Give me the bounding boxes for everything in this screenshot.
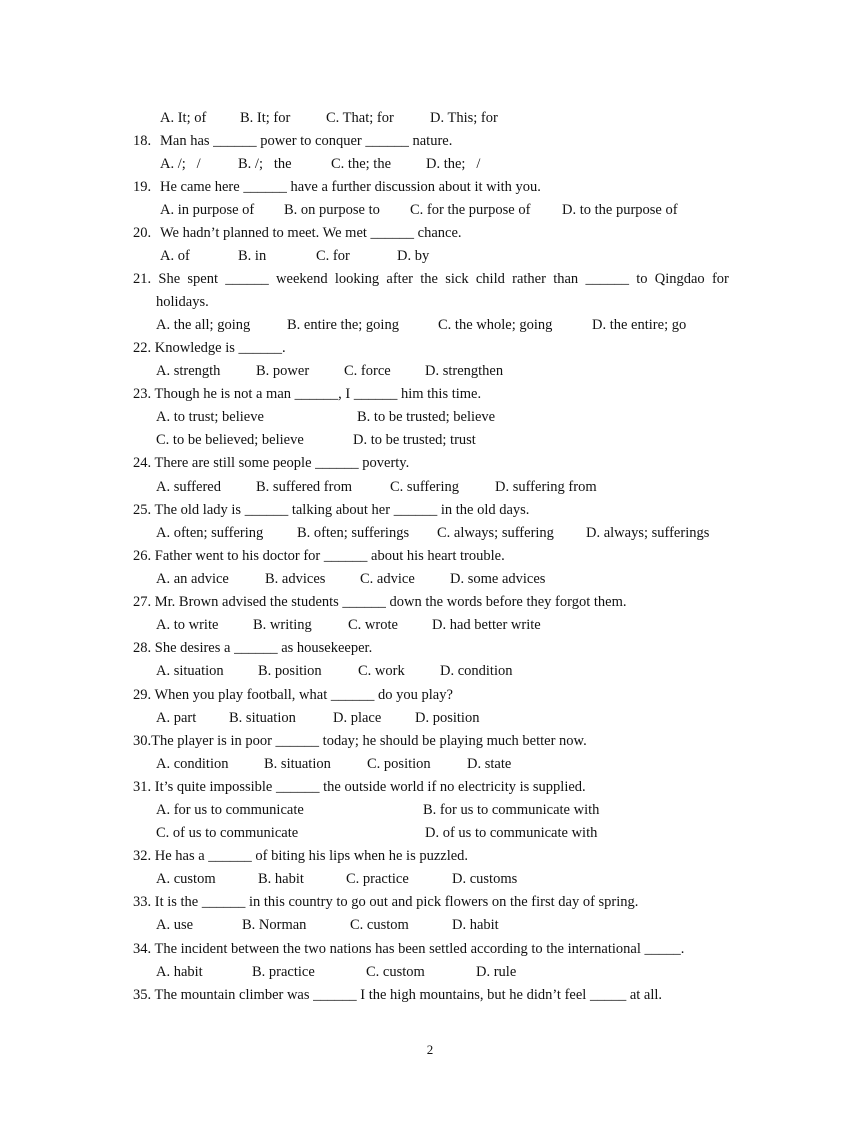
option-b: B. for us to communicate with: [423, 802, 600, 818]
option-c: C. practice: [346, 871, 409, 887]
option-c: C. suffering: [390, 479, 460, 495]
option-b: B. to be trusted; believe: [357, 409, 496, 425]
question-text: 35. The mountain climber was ______ I the high mountains, but he didn’t feel _____ at all.: [133, 987, 663, 1003]
question-23: [0, 383, 860, 406]
question-number: 20.: [133, 225, 152, 241]
option-c: C. wrote: [348, 617, 398, 633]
option-d: D. customs: [452, 871, 518, 887]
q33-options: [0, 914, 860, 937]
option-b: B. advices: [265, 571, 326, 587]
question-text: 31. It’s quite impossible ______ the outside world if no electricity is supplied.: [133, 779, 586, 795]
question-text: Man has ______ power to conquer ______ nature.: [160, 133, 453, 149]
q27-options: [0, 614, 860, 637]
question-19: [0, 176, 860, 199]
option-b: B. Norman: [242, 917, 307, 933]
option-a: A. use: [156, 917, 194, 933]
question-text: 26. Father went to his doctor for ______ about his heart trouble.: [133, 548, 505, 564]
question-text: He came here ______ have a further discussion about it with you.: [160, 179, 541, 195]
question-28: [0, 637, 860, 660]
question-text: 23. Though he is not a man ______, I ______ him this time.: [133, 386, 482, 402]
option-d: D. of us to communicate with: [425, 825, 598, 841]
q34-options: [0, 961, 860, 984]
question-text: 29. When you play football, what ______ do you play?: [133, 687, 453, 703]
q31-options-row-1: [0, 799, 860, 822]
option-d: D. condition: [440, 663, 513, 679]
q29-options: [0, 707, 860, 730]
option-a: A. of: [160, 248, 190, 264]
q21-options: [0, 314, 860, 337]
option-b: B. often; sufferings: [297, 525, 410, 541]
option-c: C. position: [367, 756, 431, 772]
question-text: 32. He has a ______ of biting his lips when he is puzzled.: [133, 848, 469, 864]
q23-options-row-2: [0, 429, 860, 452]
option-c: C. always; suffering: [437, 525, 554, 541]
option-d: D. the entire; go: [592, 317, 687, 333]
option-d: D. This; for: [430, 110, 498, 126]
q25-options: [0, 522, 860, 545]
q31-options-row-2: [0, 822, 860, 845]
option-a: A. for us to communicate: [156, 802, 304, 818]
question-29: [0, 684, 860, 707]
option-a: A. strength: [156, 363, 221, 379]
question-24: [0, 452, 860, 475]
option-a: A. to trust; believe: [156, 409, 264, 425]
question-text: 25. The old lady is ______ talking about her ______ in the old days.: [133, 502, 530, 518]
option-b: B. situation: [264, 756, 331, 772]
question-27: [0, 591, 860, 614]
option-c: C. That; for: [326, 110, 394, 126]
option-c: C. custom: [366, 964, 425, 980]
option-b: B. /; the: [238, 156, 292, 172]
option-b: B. practice: [252, 964, 315, 980]
question-text: 28. She desires a ______ as housekeeper.: [133, 640, 373, 656]
option-d: D. position: [415, 710, 480, 726]
option-d: D. always; sufferings: [586, 525, 710, 541]
question-number: 18.: [133, 133, 152, 149]
question-20: [0, 222, 860, 245]
option-d: D. state: [467, 756, 512, 772]
option-a: A. in purpose of: [160, 202, 255, 218]
option-c: C. the whole; going: [438, 317, 553, 333]
option-b: B. situation: [229, 710, 296, 726]
question-21: [0, 268, 860, 291]
page-number: 2: [426, 1042, 434, 1057]
option-a: A. /; /: [160, 156, 201, 172]
question-25: [0, 499, 860, 522]
question-35: [0, 984, 860, 1007]
question-text: holidays.: [156, 294, 209, 310]
option-d: D. some advices: [450, 571, 546, 587]
q19-options: [0, 199, 860, 222]
option-a: A. to write: [156, 617, 219, 633]
option-a: A. habit: [156, 964, 203, 980]
option-c: C. custom: [350, 917, 409, 933]
option-c: C. to be believed; believe: [156, 432, 304, 448]
question-text: 27. Mr. Brown advised the students ______ down the words before they forgot them.: [133, 594, 627, 610]
option-c: C. work: [358, 663, 405, 679]
option-b: B. on purpose to: [284, 202, 380, 218]
option-b: B. entire the; going: [287, 317, 399, 333]
question-18: [0, 130, 860, 153]
option-a: A. custom: [156, 871, 216, 887]
q22-options: [0, 360, 860, 383]
question-text: 24. There are still some people ______ poverty.: [133, 455, 410, 471]
option-c: C. of us to communicate: [156, 825, 299, 841]
question-text: We hadn’t planned to meet. We met ______ chance.: [160, 225, 462, 241]
q26-options: [0, 568, 860, 591]
option-c: C. for the purpose of: [410, 202, 531, 218]
question-number: 19.: [133, 179, 152, 195]
q28-options: [0, 660, 860, 683]
option-a: A. part: [156, 710, 197, 726]
option-d: D. by: [397, 248, 430, 264]
option-c: C. force: [344, 363, 391, 379]
option-b: B. habit: [258, 871, 304, 887]
option-d: D. to be trusted; trust: [353, 432, 476, 448]
q18-options: [0, 153, 860, 176]
question-text: 34. The incident between the two nations has been settled according to the international _____.: [133, 941, 685, 957]
option-a: A. often; suffering: [156, 525, 264, 541]
question-22: [0, 337, 860, 360]
option-a: A. condition: [156, 756, 229, 772]
option-b: B. in: [238, 248, 267, 264]
question-text: 21. She spent ______ weekend looking after the sick child rather than ______ to Qingdao for: [133, 271, 729, 287]
option-a: A. the all; going: [156, 317, 251, 333]
option-d: D. suffering from: [495, 479, 597, 495]
option-a: A. an advice: [156, 571, 229, 587]
option-b: B. suffered from: [256, 479, 352, 495]
question-text: 30.The player is in poor ______ today; he should be playing much better now.: [133, 733, 587, 749]
option-d: D. strengthen: [425, 363, 504, 379]
question-31: [0, 776, 860, 799]
option-d: D. rule: [476, 964, 517, 980]
q23-options-row-1: [0, 406, 860, 429]
question-32: [0, 845, 860, 868]
option-c: C. for: [316, 248, 350, 264]
option-b: B. position: [258, 663, 322, 679]
question-26: [0, 545, 860, 568]
option-d: D. the; /: [426, 156, 481, 172]
question-33: [0, 891, 860, 914]
question-30: [0, 730, 860, 753]
question-text: 22. Knowledge is ______.: [133, 340, 286, 356]
question-21-continued: [0, 291, 860, 314]
option-c: C. advice: [360, 571, 415, 587]
option-d: D. to the purpose of: [562, 202, 678, 218]
option-b: B. It; for: [240, 110, 291, 126]
q30-options: [0, 753, 860, 776]
q20-options: [0, 245, 860, 268]
option-a: A. suffered: [156, 479, 221, 495]
option-c: D. place: [333, 710, 382, 726]
option-d: D. had better write: [432, 617, 541, 633]
option-b: B. power: [256, 363, 310, 379]
q17-options: [0, 107, 860, 130]
question-34: [0, 938, 860, 961]
question-text: 33. It is the ______ in this country to go out and pick flowers on the first day of spring.: [133, 894, 639, 910]
q32-options: [0, 868, 860, 891]
option-a: A. situation: [156, 663, 224, 679]
option-a: A. It; of: [160, 110, 207, 126]
option-c: C. the; the: [331, 156, 392, 172]
q24-options: [0, 476, 860, 499]
option-b: B. writing: [253, 617, 312, 633]
option-d: D. habit: [452, 917, 499, 933]
